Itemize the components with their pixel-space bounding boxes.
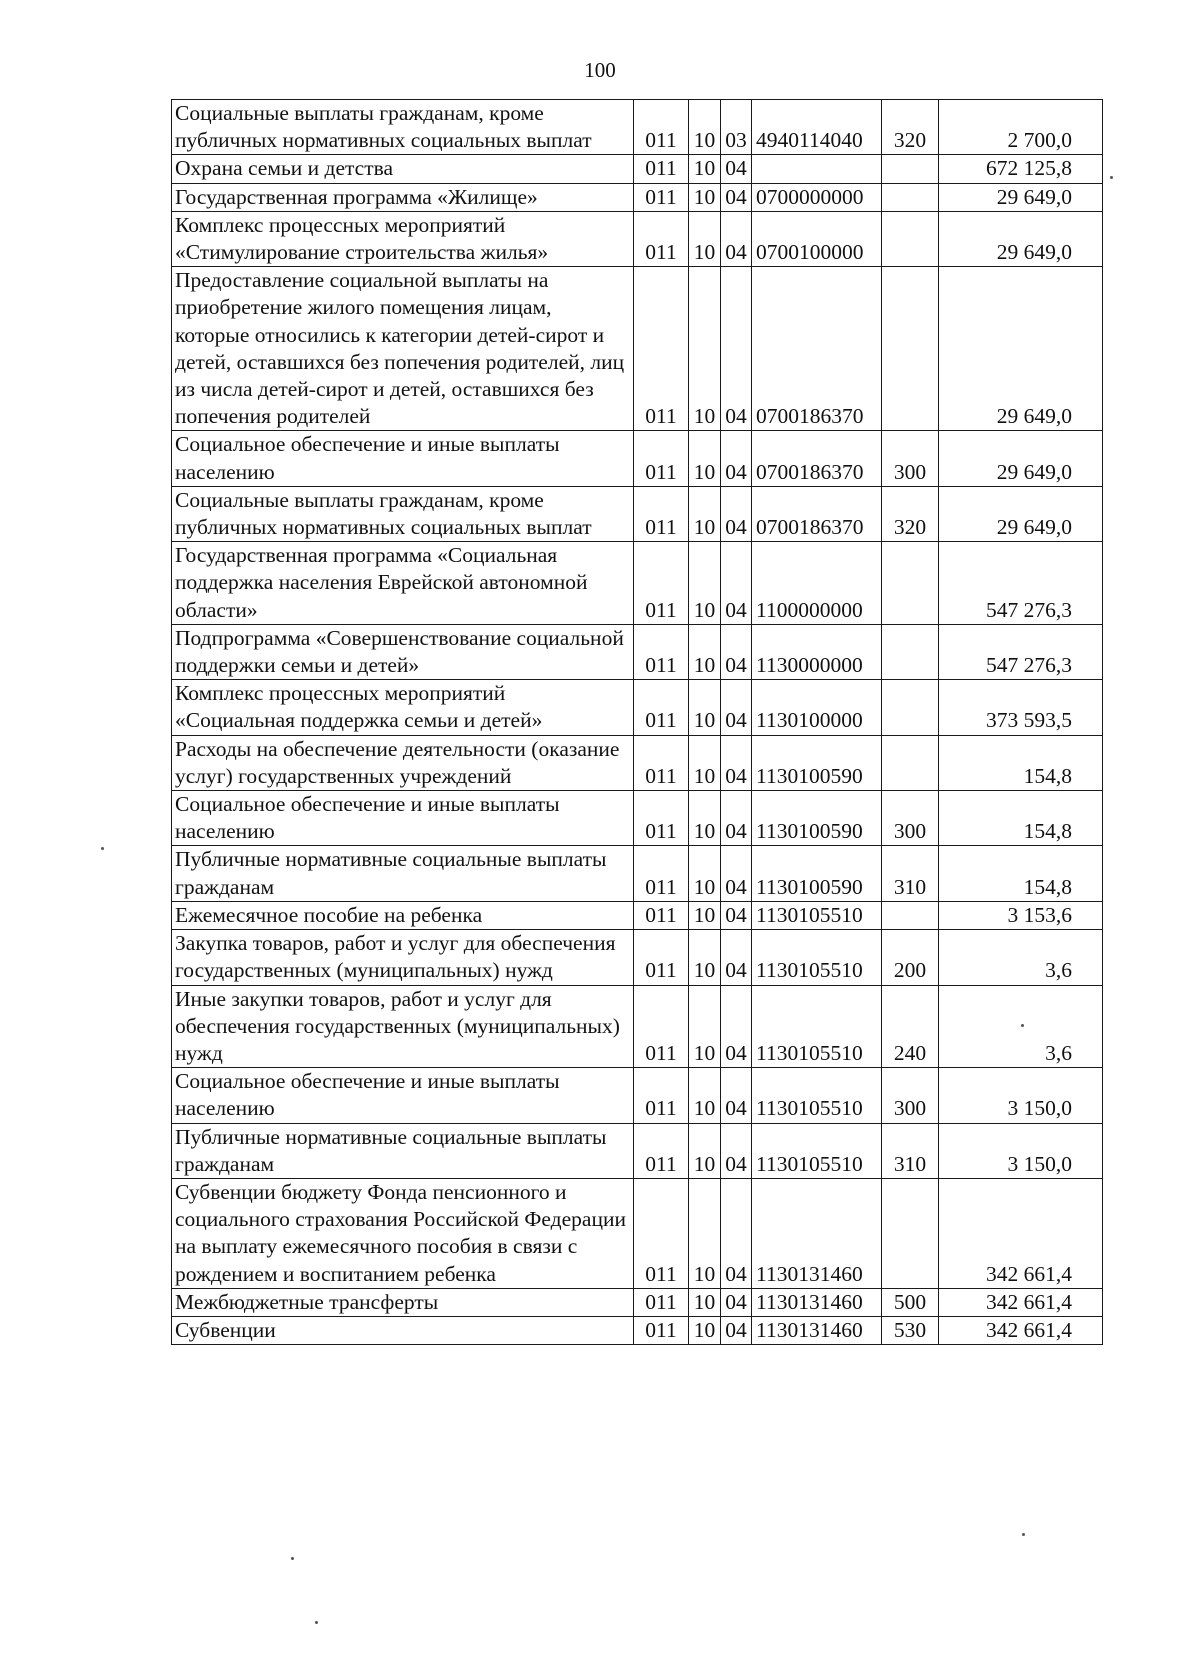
subsection-cell: 04: [721, 1288, 752, 1316]
scan-speck: [315, 1621, 318, 1624]
expense-type-cell: 320: [882, 100, 939, 155]
subsection-cell: 04: [721, 211, 752, 266]
table-row: [172, 791, 1103, 846]
table-row: [172, 1178, 1103, 1288]
table-row: [172, 846, 1103, 901]
amount-cell: 342 661,4: [939, 1178, 1103, 1288]
amount-cell: 3 150,0: [939, 1068, 1103, 1123]
subsection-cell: 04: [721, 901, 752, 929]
target-article-cell: 1130131460: [752, 1288, 882, 1316]
expense-type-cell: 300: [882, 431, 939, 486]
table-row: [172, 1288, 1103, 1316]
target-article-cell: 1130105510: [752, 930, 882, 985]
amount-cell: 29 649,0: [939, 211, 1103, 266]
section-cell: 10: [689, 791, 721, 846]
target-article-cell: 0700000000: [752, 183, 882, 211]
ministry-code-cell: 011: [634, 183, 689, 211]
subsection-cell: 04: [721, 791, 752, 846]
ministry-code-cell: 011: [634, 155, 689, 183]
expense-name-cell: Социальное обеспечение и иные выплаты населению: [172, 791, 634, 846]
amount-cell: 2 700,0: [939, 100, 1103, 155]
section-cell: 10: [689, 267, 721, 431]
expense-name-cell: Социальные выплаты гражданам, кроме публичных нормативных социальных выплат: [172, 100, 634, 155]
table-row: [172, 624, 1103, 679]
subsection-cell: 04: [721, 846, 752, 901]
table-row: [172, 735, 1103, 790]
expense-type-cell: [882, 680, 939, 735]
expense-name-cell: Государственная программа «Жилище»: [172, 183, 634, 211]
amount-cell: 154,8: [939, 735, 1103, 790]
section-cell: 10: [689, 735, 721, 790]
ministry-code-cell: 011: [634, 1123, 689, 1178]
expense-name-cell: Публичные нормативные социальные выплаты гражданам: [172, 1123, 634, 1178]
ministry-code-cell: 011: [634, 431, 689, 486]
table-row: [172, 431, 1103, 486]
expense-name-cell: Ежемесячное пособие на ребенка: [172, 901, 634, 929]
subsection-cell: 04: [721, 1316, 752, 1344]
ministry-code-cell: 011: [634, 930, 689, 985]
subsection-cell: 04: [721, 930, 752, 985]
expense-type-cell: 530: [882, 1316, 939, 1344]
page-number: 100: [584, 58, 616, 82]
expense-type-cell: 310: [882, 1123, 939, 1178]
budget-table-body: [172, 100, 1103, 1345]
table-row: [172, 985, 1103, 1068]
target-article-cell: [752, 155, 882, 183]
subsection-cell: 04: [721, 486, 752, 541]
target-article-cell: 1130105510: [752, 1123, 882, 1178]
section-cell: 10: [689, 901, 721, 929]
ministry-code-cell: 011: [634, 985, 689, 1068]
section-cell: 10: [689, 1123, 721, 1178]
amount-cell: 547 276,3: [939, 624, 1103, 679]
section-cell: 10: [689, 680, 721, 735]
section-cell: 10: [689, 1316, 721, 1344]
ministry-code-cell: 011: [634, 486, 689, 541]
ministry-code-cell: 011: [634, 1178, 689, 1288]
target-article-cell: 1100000000: [752, 542, 882, 625]
expense-name-cell: Социальное обеспечение и иные выплаты населению: [172, 1068, 634, 1123]
amount-cell: 373 593,5: [939, 680, 1103, 735]
expense-name-cell: Социальное обеспечение и иные выплаты населению: [172, 431, 634, 486]
table-row: [172, 1068, 1103, 1123]
scan-speck: [1021, 1024, 1024, 1027]
expense-name-cell: Охрана семьи и детства: [172, 155, 634, 183]
expense-type-cell: 240: [882, 985, 939, 1068]
table-row: [172, 680, 1103, 735]
expense-type-cell: [882, 901, 939, 929]
expense-name-cell: Подпрограмма «Совершенствование социальной поддержки семьи и детей»: [172, 624, 634, 679]
target-article-cell: 0700186370: [752, 431, 882, 486]
table-row: [172, 211, 1103, 266]
subsection-cell: 04: [721, 985, 752, 1068]
ministry-code-cell: 011: [634, 680, 689, 735]
amount-cell: 547 276,3: [939, 542, 1103, 625]
amount-cell: 3 153,6: [939, 901, 1103, 929]
target-article-cell: 1130100590: [752, 735, 882, 790]
expense-name-cell: Государственная программа «Социальная поддержка населения Еврейской автономной области»: [172, 542, 634, 625]
ministry-code-cell: 011: [634, 542, 689, 625]
subsection-cell: 04: [721, 1178, 752, 1288]
subsection-cell: 04: [721, 735, 752, 790]
amount-cell: 29 649,0: [939, 431, 1103, 486]
ministry-code-cell: 011: [634, 211, 689, 266]
amount-cell: 29 649,0: [939, 183, 1103, 211]
target-article-cell: 0700100000: [752, 211, 882, 266]
section-cell: 10: [689, 100, 721, 155]
subsection-cell: 04: [721, 267, 752, 431]
section-cell: 10: [689, 155, 721, 183]
expense-name-cell: Предоставление социальной выплаты на приобретение жилого помещения лицам, которые относились к категории детей-сирот и детей, оставшихся без попечения родителей, лиц из числа детей-сирот и детей, оставшихся без попечения родителей: [172, 267, 634, 431]
subsection-cell: 04: [721, 680, 752, 735]
section-cell: 10: [689, 431, 721, 486]
table-row: [172, 486, 1103, 541]
scan-speck: [291, 1557, 294, 1560]
expense-name-cell: Публичные нормативные социальные выплаты гражданам: [172, 846, 634, 901]
expense-type-cell: [882, 211, 939, 266]
expense-name-cell: Субвенции: [172, 1316, 634, 1344]
target-article-cell: 1130100000: [752, 680, 882, 735]
ministry-code-cell: 011: [634, 1068, 689, 1123]
expense-name-cell: Расходы на обеспечение деятельности (оказание услуг) государственных учреждений: [172, 735, 634, 790]
target-article-cell: 1130105510: [752, 1068, 882, 1123]
table-row: [172, 100, 1103, 155]
subsection-cell: 04: [721, 624, 752, 679]
target-article-cell: 0700186370: [752, 267, 882, 431]
table-row: [172, 267, 1103, 431]
amount-cell: 3 150,0: [939, 1123, 1103, 1178]
ministry-code-cell: 011: [634, 1288, 689, 1316]
subsection-cell: 04: [721, 155, 752, 183]
ministry-code-cell: 011: [634, 267, 689, 431]
expense-type-cell: [882, 1178, 939, 1288]
budget-table: [171, 99, 1103, 1345]
expense-type-cell: 500: [882, 1288, 939, 1316]
amount-cell: 154,8: [939, 846, 1103, 901]
amount-cell: 342 661,4: [939, 1316, 1103, 1344]
subsection-cell: 04: [721, 431, 752, 486]
ministry-code-cell: 011: [634, 1316, 689, 1344]
scan-speck: [101, 847, 104, 850]
table-row: [172, 1316, 1103, 1344]
ministry-code-cell: 011: [634, 846, 689, 901]
subsection-cell: 04: [721, 1123, 752, 1178]
subsection-cell: 03: [721, 100, 752, 155]
table-row: [172, 542, 1103, 625]
subsection-cell: 04: [721, 183, 752, 211]
scan-speck: [1022, 1533, 1025, 1536]
expense-name-cell: Закупка товаров, работ и услуг для обеспечения государственных (муниципальных) нужд: [172, 930, 634, 985]
target-article-cell: 1130000000: [752, 624, 882, 679]
amount-cell: 29 649,0: [939, 267, 1103, 431]
expense-name-cell: Социальные выплаты гражданам, кроме публичных нормативных социальных выплат: [172, 486, 634, 541]
amount-cell: 29 649,0: [939, 486, 1103, 541]
expense-name-cell: Межбюджетные трансферты: [172, 1288, 634, 1316]
section-cell: 10: [689, 985, 721, 1068]
section-cell: 10: [689, 183, 721, 211]
subsection-cell: 04: [721, 542, 752, 625]
section-cell: 10: [689, 624, 721, 679]
scan-speck: [1110, 176, 1113, 179]
ministry-code-cell: 011: [634, 901, 689, 929]
expense-name-cell: Субвенции бюджету Фонда пенсионного и социального страхования Российской Федерации на выплату ежемесячного пособия в связи с рождением и воспитанием ребенка: [172, 1178, 634, 1288]
section-cell: 10: [689, 542, 721, 625]
target-article-cell: 1130131460: [752, 1178, 882, 1288]
target-article-cell: 1130105510: [752, 985, 882, 1068]
target-article-cell: 1130105510: [752, 901, 882, 929]
expense-type-cell: [882, 542, 939, 625]
amount-cell: 342 661,4: [939, 1288, 1103, 1316]
table-row: [172, 901, 1103, 929]
target-article-cell: 1130100590: [752, 846, 882, 901]
target-article-cell: 0700186370: [752, 486, 882, 541]
section-cell: 10: [689, 1178, 721, 1288]
expense-type-cell: [882, 267, 939, 431]
amount-cell: 672 125,8: [939, 155, 1103, 183]
expense-type-cell: [882, 155, 939, 183]
table-row: [172, 930, 1103, 985]
expense-type-cell: 320: [882, 486, 939, 541]
amount-cell: 154,8: [939, 791, 1103, 846]
target-article-cell: 1130100590: [752, 791, 882, 846]
expense-type-cell: 300: [882, 791, 939, 846]
target-article-cell: 1130131460: [752, 1316, 882, 1344]
expense-type-cell: [882, 735, 939, 790]
section-cell: 10: [689, 1288, 721, 1316]
expense-type-cell: 310: [882, 846, 939, 901]
table-row: [172, 155, 1103, 183]
section-cell: 10: [689, 930, 721, 985]
section-cell: 10: [689, 211, 721, 266]
ministry-code-cell: 011: [634, 624, 689, 679]
expense-name-cell: Комплекс процессных мероприятий «Социальная поддержка семьи и детей»: [172, 680, 634, 735]
expense-name-cell: Иные закупки товаров, работ и услуг для обеспечения государственных (муниципальных) нужд: [172, 985, 634, 1068]
expense-type-cell: 200: [882, 930, 939, 985]
table-row: [172, 183, 1103, 211]
section-cell: 10: [689, 846, 721, 901]
section-cell: 10: [689, 1068, 721, 1123]
expense-type-cell: [882, 183, 939, 211]
expense-type-cell: [882, 624, 939, 679]
expense-name-cell: Комплекс процессных мероприятий «Стимулирование строительства жилья»: [172, 211, 634, 266]
subsection-cell: 04: [721, 1068, 752, 1123]
target-article-cell: 4940114040: [752, 100, 882, 155]
amount-cell: 3,6: [939, 930, 1103, 985]
table-row: [172, 1123, 1103, 1178]
ministry-code-cell: 011: [634, 100, 689, 155]
section-cell: 10: [689, 486, 721, 541]
amount-cell: 3,6: [939, 985, 1103, 1068]
expense-type-cell: 300: [882, 1068, 939, 1123]
ministry-code-cell: 011: [634, 791, 689, 846]
ministry-code-cell: 011: [634, 735, 689, 790]
